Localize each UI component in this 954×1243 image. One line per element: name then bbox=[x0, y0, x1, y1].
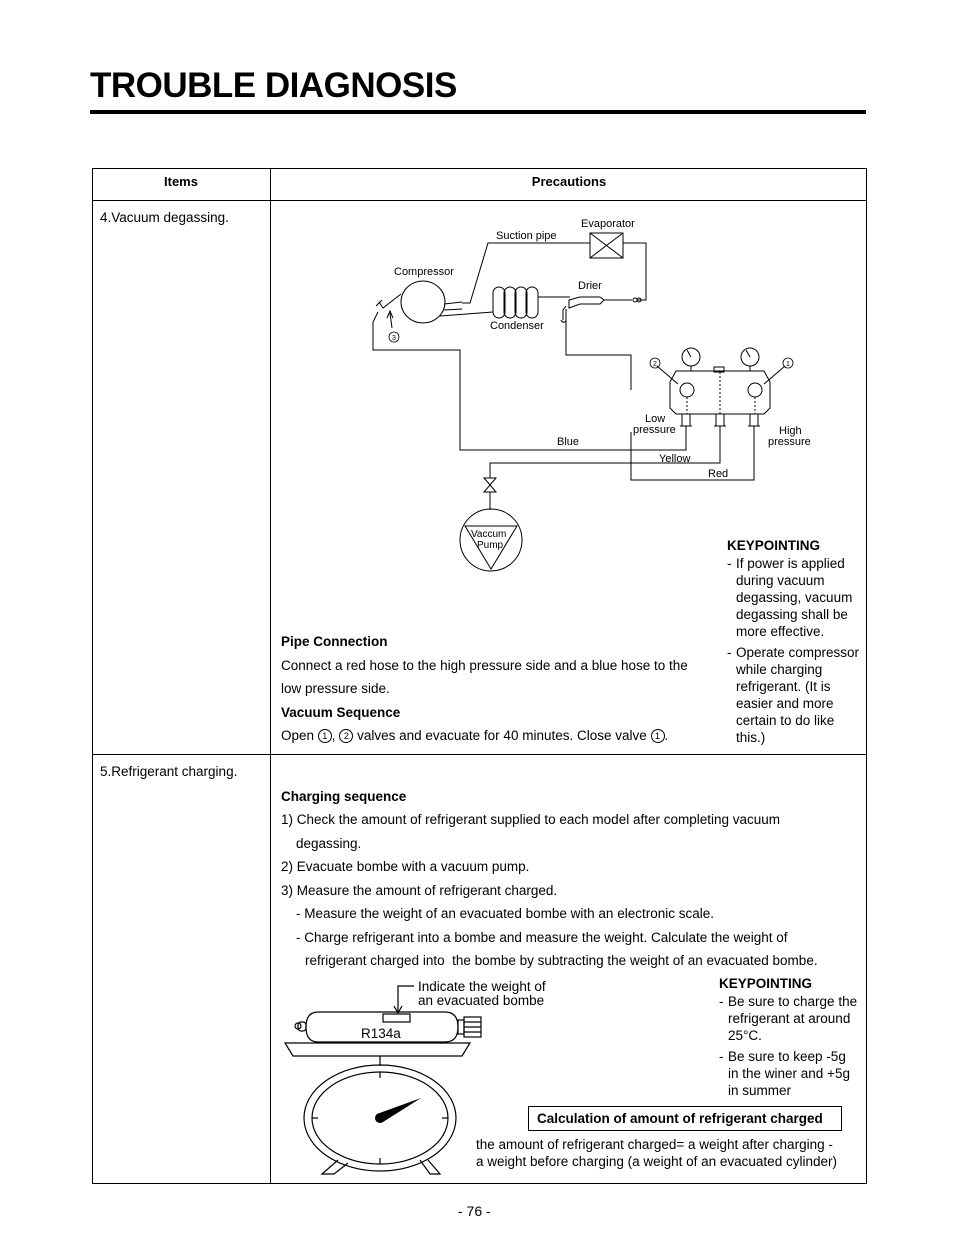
vacuum-sequence-mid: valves and evacuate for 40 minutes. Close valve bbox=[357, 728, 647, 743]
label-high-1: High bbox=[779, 425, 802, 437]
label-high-2: pressure bbox=[768, 436, 811, 448]
page-number: - 76 - bbox=[458, 1203, 491, 1219]
pipe-connection-line1: Connect a red hose to the high pressure side and a blue hose to the bbox=[281, 658, 688, 673]
weight-label-box bbox=[383, 1014, 410, 1022]
keypointing-list-charging bbox=[719, 993, 859, 1099]
charging-sub2-line1: - Charge refrigerant into a bombe and measure the weight. Calculate the weight of bbox=[296, 930, 788, 945]
valve-1-badge: 1 bbox=[318, 729, 332, 743]
charging-sequence-heading: Charging sequence bbox=[281, 789, 407, 804]
pipe-connection-line2: low pressure side. bbox=[281, 681, 390, 696]
vacuum-sequence-end: . bbox=[664, 728, 669, 743]
label-evaporator: Evaporator bbox=[581, 218, 635, 230]
keypointing-item: - If power is applied during vacuum degassing, vacuum degassing shall be more effective. bbox=[727, 555, 867, 640]
label-pump: Pump bbox=[477, 540, 504, 551]
label-red: Red bbox=[708, 468, 729, 480]
label-blue: Blue bbox=[557, 436, 580, 448]
cylinder-label: R134a bbox=[361, 1026, 401, 1041]
keypointing-item: - Operate compressor while charging refrigerant. (It is easier and more certain to do like this.) bbox=[727, 644, 867, 746]
label-compressor: Compressor bbox=[394, 266, 454, 278]
keypointing-item: - Be sure to charge the refrigerant at around 25°C. bbox=[719, 993, 859, 1044]
header-items: Items bbox=[164, 174, 198, 189]
scale-needle bbox=[377, 1098, 421, 1122]
valve-1-badge: 1 bbox=[651, 729, 665, 743]
keypointing-heading-charging: KEYPOINTING bbox=[719, 976, 813, 991]
valve-2-number: 2 bbox=[653, 361, 657, 368]
vacuum-sequence-heading: Vacuum Sequence bbox=[281, 705, 401, 720]
pipe-connection-heading: Pipe Connection bbox=[281, 634, 388, 649]
label-vaccum: Vaccum bbox=[471, 529, 507, 540]
label-yellow: Yellow bbox=[659, 453, 691, 465]
calc-line1: the amount of refrigerant charged= a weight after charging - bbox=[476, 1137, 833, 1152]
charging-sub2-line2: refrigerant charged into the bombe by subtracting the weight of an evacuated bombe. bbox=[305, 953, 818, 968]
label-drier: Drier bbox=[578, 280, 602, 292]
calc-heading-box: Calculation of amount of refrigerant charged bbox=[528, 1106, 842, 1131]
keypointing-item: - Be sure to keep -5g in the winer and +5g in summer bbox=[719, 1048, 859, 1099]
label-suction-pipe: Suction pipe bbox=[496, 230, 557, 242]
calc-line2: a weight before charging (a weight of an evacuated cylinder) bbox=[476, 1154, 837, 1169]
item-refrigerant-charging: 5.Refrigerant charging. bbox=[100, 764, 238, 779]
valve-2-badge: 2 bbox=[339, 729, 353, 743]
keypointing-heading-vacuum: KEYPOINTING bbox=[727, 538, 821, 553]
charging-step1-line1: 1) Check the amount of refrigerant supplied to each model after completing vacuum bbox=[281, 812, 781, 827]
page-title: TROUBLE DIAGNOSIS bbox=[90, 66, 457, 105]
charging-sub1: - Measure the weight of an evacuated bombe with an electronic scale. bbox=[296, 906, 714, 921]
item-vacuum-degassing: 4.Vacuum degassing. bbox=[100, 210, 229, 225]
label-low-2: pressure bbox=[633, 424, 676, 436]
valve-1-number: 1 bbox=[786, 361, 790, 368]
vacuum-sequence-open: Open bbox=[281, 728, 315, 743]
charging-step2: 2) Evacuate bombe with a vacuum pump. bbox=[281, 859, 530, 874]
header-precautions: Precautions bbox=[531, 174, 607, 189]
valve-3-number: 3 bbox=[392, 335, 396, 342]
indicate-line2: an evacuated bombe bbox=[418, 993, 545, 1008]
indicate-line1: Indicate the weight of bbox=[418, 979, 546, 994]
charging-step1-line2: degassing. bbox=[296, 836, 362, 851]
charging-step3: 3) Measure the amount of refrigerant charged. bbox=[281, 883, 558, 898]
label-condenser: Condenser bbox=[490, 320, 544, 332]
label-low-1: Low bbox=[645, 413, 666, 425]
vacuum-sequence-comma: , bbox=[331, 728, 336, 743]
